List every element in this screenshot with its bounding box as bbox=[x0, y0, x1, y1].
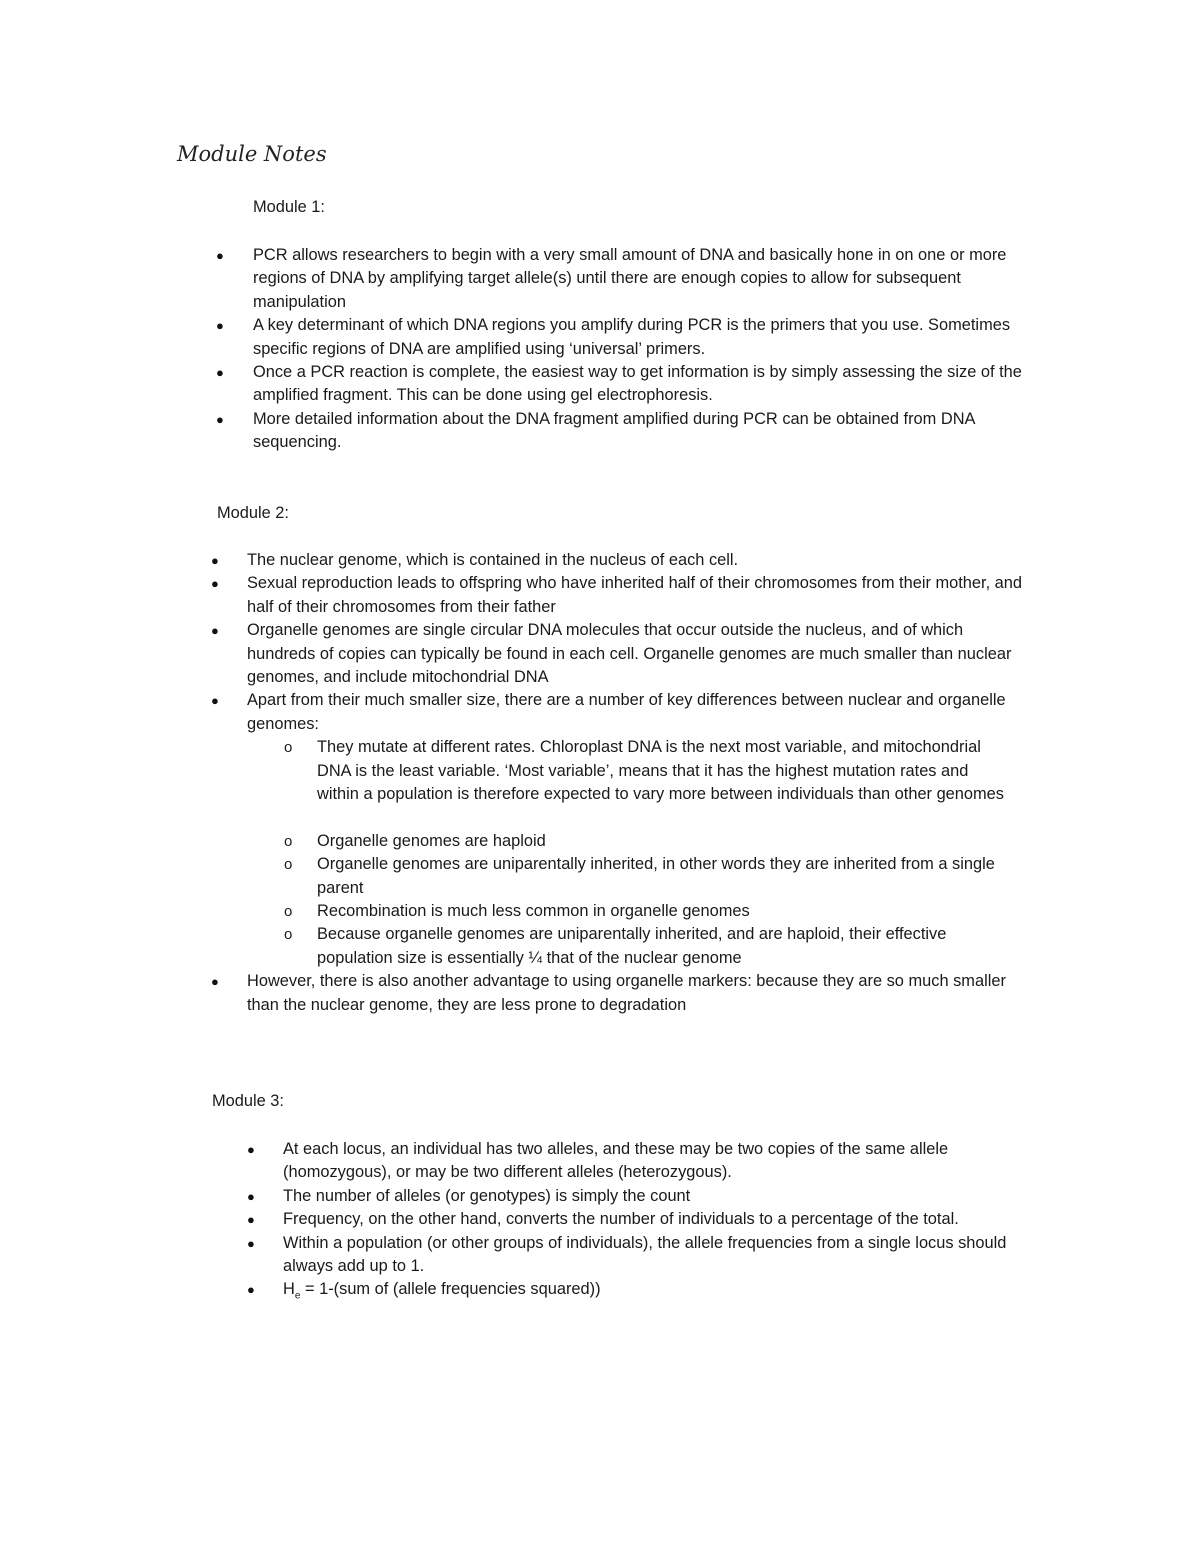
bullet-icon: ● bbox=[216, 365, 224, 381]
bullet-icon: ● bbox=[211, 974, 219, 990]
module-3-heading: Module 3: bbox=[212, 1092, 284, 1110]
module-2-heading: Module 2: bbox=[217, 504, 289, 522]
list-item: ● Apart from their much smaller size, there are a number of key differences between nuclear and organelle genomes: o They mutate at different rates. Chloroplast DNA is the next most variable, and mitochondrial DNA is the least variable. ‘Most variable’, means that it has the highest mutation rates and within a population is therefore expected to vary more between individuals than other genomes o Organelle genomes are haploid o Organelle genomes are uniparentally inherited, in other words they are inherited from a single parent o Recombination is much less common in organelle genomes o Because organelle genomes are uniparentally inherited, and are haploid, their effective population size is essentially ¼ that of the nuclear genome bbox=[247, 689, 1032, 970]
list-item: ● However, there is also another advantage to using organelle markers: because they are so much smaller than the nuclear genome, they are less prone to degradation bbox=[211, 972, 1006, 1014]
spacer bbox=[317, 806, 1007, 829]
bullet-icon: ● bbox=[216, 411, 224, 427]
sub-list-item: o Organelle genomes are haploid bbox=[317, 830, 1007, 853]
list-item: ● PCR allows researchers to begin with a very small amount of DNA and basically hone in on one or more regions of DNA by amplifying target allele(s) until there are enough copies to allow for subsequent manipulation bbox=[216, 246, 1007, 311]
bullet-icon: ● bbox=[216, 318, 224, 334]
list-item: ● Once a PCR reaction is complete, the easiest way to get information is by simply assessing the size of the amplified fragment. This can be done using gel electrophoresis. bbox=[216, 363, 1022, 405]
sub-list-item: o Organelle genomes are uniparentally inherited, in other words they are inherited from a single parent bbox=[284, 855, 995, 897]
module-2-list bbox=[211, 549, 1032, 1017]
bullet-icon: ● bbox=[211, 553, 219, 568]
formula-expression: = 1-(sum of (allele frequencies squared)) bbox=[300, 1280, 601, 1299]
list-item: ● Sexual reproduction leads to offspring who have inherited half of their chromosomes from their mother, and half of their chromosomes from their father bbox=[211, 574, 1023, 616]
bullet-icon: ● bbox=[247, 1235, 255, 1251]
sub-list-item: o Because organelle genomes are uniparentally inherited, and are haploid, their effective population size is essentially ¼ that of the nuclear genome bbox=[284, 925, 947, 967]
bullet-icon: ● bbox=[247, 1142, 255, 1157]
module-3-list bbox=[247, 1138, 1033, 1308]
list-item: ● Organelle genomes are single circular DNA molecules that occur outside the nucleus, and of which hundreds of copies can typically be found in each cell. Organelle genomes are much smaller than nuclear genomes, and include mitochondrial DNA bbox=[211, 621, 1012, 687]
bullet-icon: ● bbox=[211, 576, 219, 592]
circle-bullet-icon: o bbox=[284, 739, 293, 757]
circle-bullet-icon: o bbox=[284, 926, 293, 944]
sub-list-item: o They mutate at different rates. Chloroplast DNA is the next most variable, and mitochondrial DNA is the least variable. ‘Most variable’, means that it has the highest mutation rates and within a population is therefore expected to vary more between individuals than other genomes bbox=[284, 738, 1004, 804]
bullet-icon: ● bbox=[211, 623, 219, 639]
module-1-list bbox=[216, 244, 1033, 455]
circle-bullet-icon: o bbox=[284, 903, 293, 921]
formula-subscript: e bbox=[294, 1290, 301, 1302]
list-item: ● At each locus, an individual has two alleles, and these may be two copies of the same allele (homozygous), or may be two different alleles (heterozygous). bbox=[247, 1140, 949, 1182]
bullet-icon: ● bbox=[211, 693, 219, 709]
formula-symbol: H bbox=[283, 1280, 295, 1299]
circle-bullet-icon: o bbox=[284, 832, 293, 850]
list-item: ● The number of alleles (or genotypes) is simply the count bbox=[283, 1185, 1033, 1208]
bullet-icon: ● bbox=[247, 1212, 255, 1228]
module-2-sublist bbox=[284, 736, 1007, 970]
page-title: Module Notes bbox=[177, 142, 327, 166]
sub-list-item: o Recombination is much less common in organelle genomes bbox=[317, 900, 1007, 923]
formula-item bbox=[247, 1278, 1033, 1308]
bullet-icon: ● bbox=[247, 1282, 255, 1298]
list-item: ● More detailed information about the DNA fragment amplified during PCR can be obtained from DNA sequencing. bbox=[216, 409, 975, 452]
list-item: ● A key determinant of which DNA regions you amplify during PCR is the primers that you use. Sometimes specific regions of DNA are amplified using ‘universal’ primers. bbox=[216, 316, 1011, 358]
list-item: ● Within a population (or other groups of individuals), the allele frequencies from a single locus should always add up to 1. bbox=[247, 1233, 1007, 1276]
bullet-icon: ● bbox=[247, 1188, 255, 1204]
module-1-heading: Module 1: bbox=[253, 198, 325, 216]
list-item: ● Frequency, on the other hand, converts the number of individuals to a percentage of the total. bbox=[283, 1208, 1033, 1231]
bullet-icon: ● bbox=[216, 248, 224, 263]
circle-bullet-icon: o bbox=[284, 856, 293, 874]
list-item: ● The nuclear genome, which is contained in the nucleus of each cell. bbox=[247, 549, 1032, 572]
